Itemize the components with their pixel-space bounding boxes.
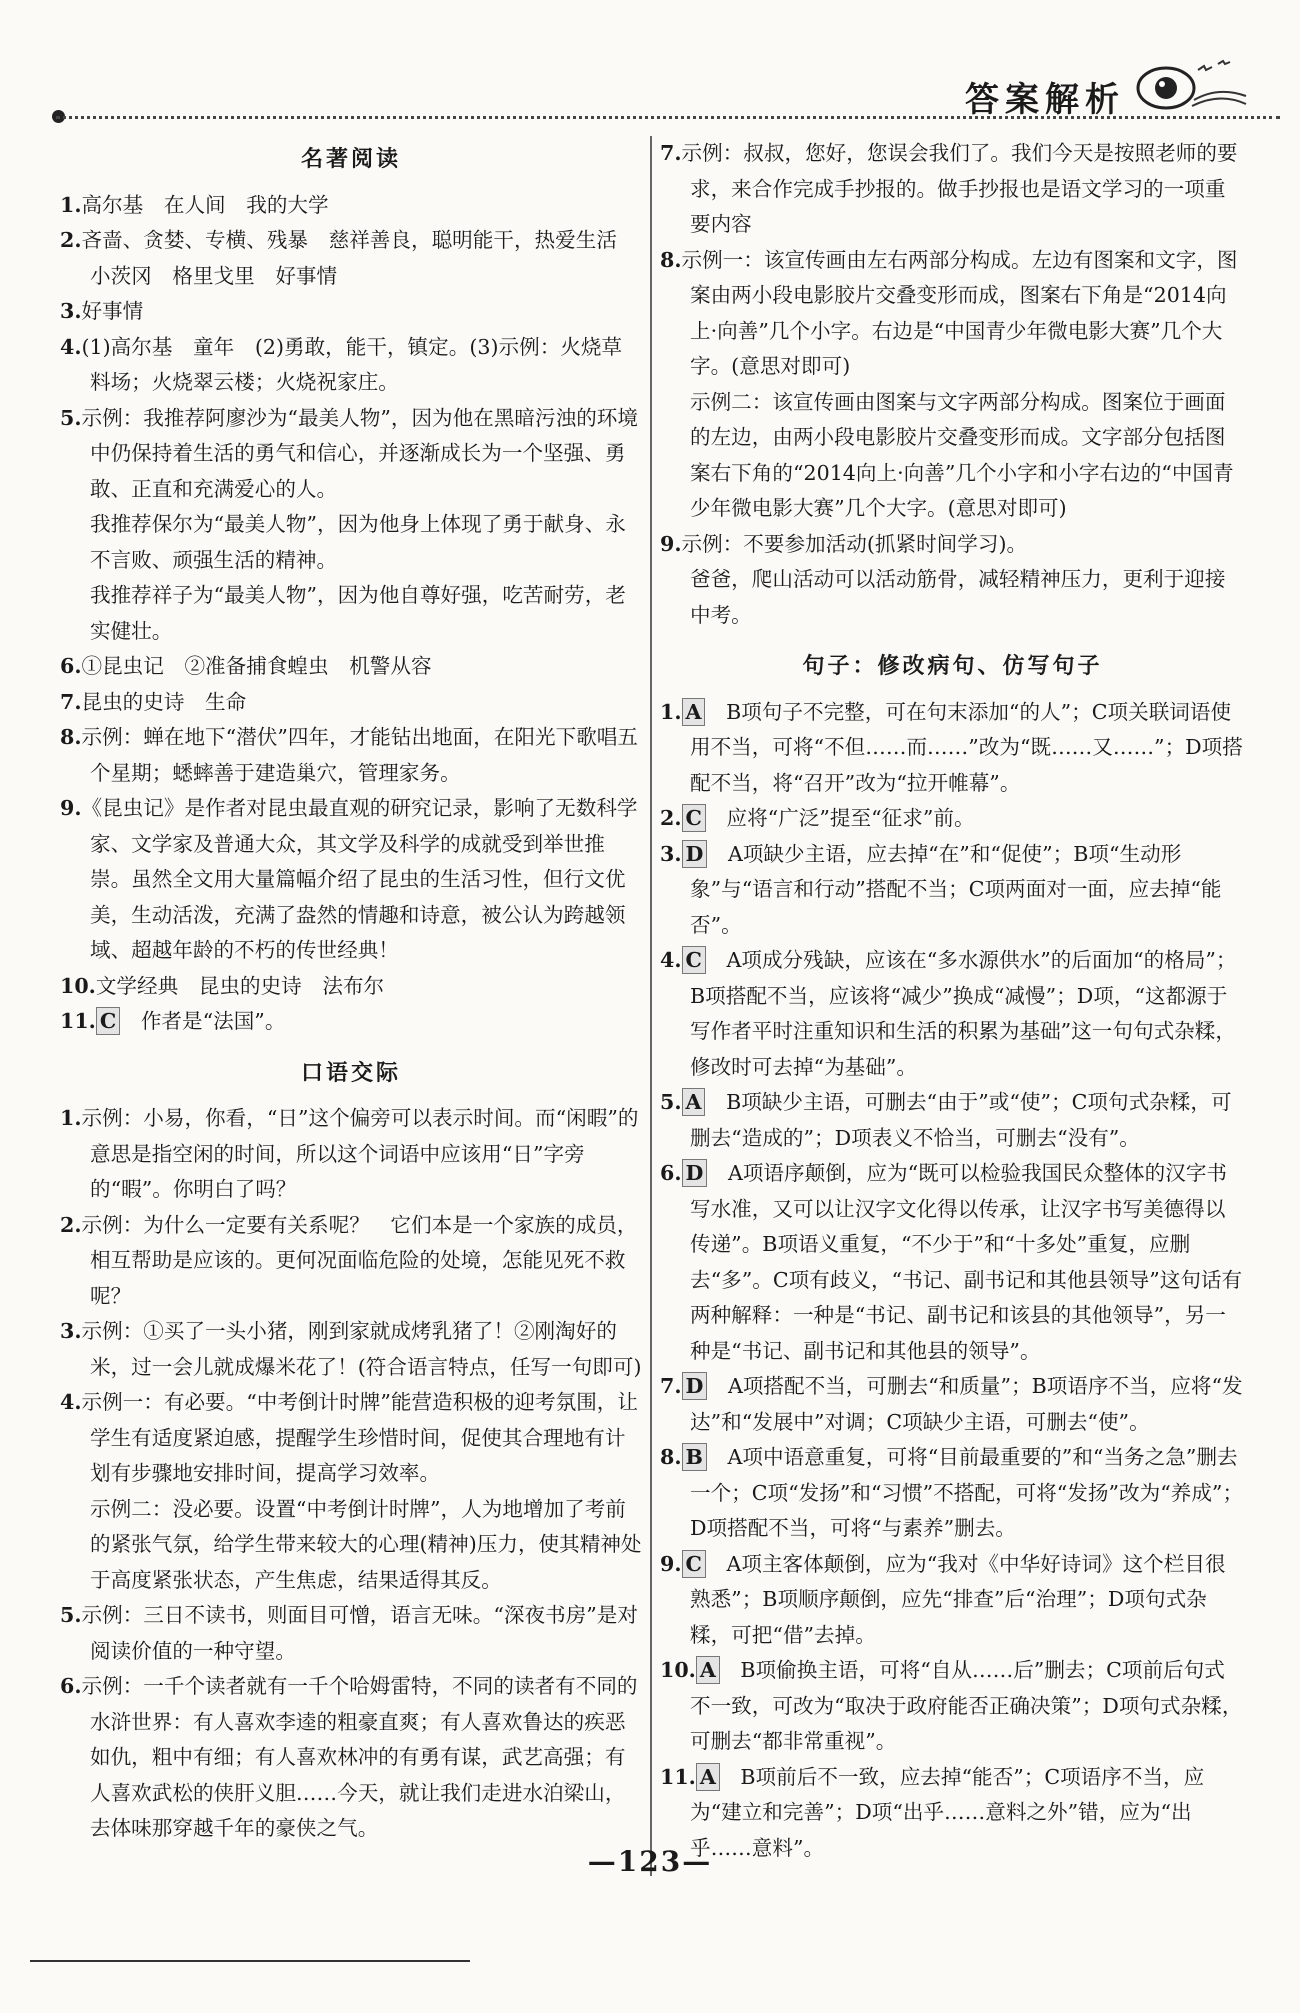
answer-continuation: 小茨冈 格里戈里 好事情 [90, 263, 338, 288]
answer-continuation: 我推荐祥子为“最美人物”，因为他自尊好强，吃苦耐劳，老实健壮。 [90, 583, 626, 643]
answer-item: 1.示例：小易，你看，“日”这个偏旁可以表示时间。而“闲暇”的意思是指空闲的时间，所以这个词语中应该用“日”字旁的“暇”。你明白了吗？ [60, 1106, 639, 1201]
section-title-sentences: 句子：修改病句、仿写句子 [802, 653, 1103, 679]
answer-choice-box: A [682, 1088, 706, 1116]
answer-item: 5.示例：我推荐阿廖沙为“最美人物”，因为他在黑暗污浊的环境中仍保持着生活的勇气和信心，并逐渐成长为一个坚强、勇敢、正直和充满爱心的人。 [60, 405, 638, 501]
answer-item: 10. A B项偷换主语，可将“自从……后”删去；C项前后句式不一致，可改为“取决于政府能否正确决策”；D项句式杂糅，可删去“都非常重视”。 [660, 1658, 1243, 1753]
answer-item: 2.示例：为什么一定要有关系呢？ 它们本是一个家族的成员，相互帮助是应该的。更何况面临危险的处境，怎能见死不救呢？ [60, 1212, 638, 1308]
answer-choice-box: C [682, 1550, 706, 1578]
answer-item: 9.示例：不要参加活动(抓紧时间学习)。 [660, 531, 1028, 556]
answer-item: 10.文学经典 昆虫的史诗 法布尔 [60, 973, 385, 998]
answer-item: 9. C A项主客体颠倒，应为“我对《中华好诗词》这个栏目很熟悉”；B项顺序颠倒，应先“排查”后“治理”；D项句式杂糅，可把“借”去掉。 [660, 1551, 1226, 1647]
answer-item: 7. D A项搭配不当，可删去“和质量”；B项语序不当，应将“发达”和“发展中”对调；C项缺少主语，可删去“使”。 [660, 1374, 1243, 1434]
answer-item: 3. D A项缺少主语，应去掉“在”和“促使”；B项“生动形象”与“语言和行动”搭配不当；C项两面对一面，应去掉“能否”。 [660, 841, 1222, 937]
answer-continuation: 我推荐保尔为“最美人物”，因为他身上体现了勇于献身、永不言败、顽强生活的精神。 [90, 512, 626, 572]
column-divider [650, 136, 652, 1876]
answer-item: 7.昆虫的史诗 生命 [60, 689, 247, 714]
answer-choice-box: C [96, 1007, 120, 1035]
answer-item: 11. C 作者是“法国”。 [60, 1009, 286, 1033]
answer-item: 4. C A项成分残缺，应该在“多水源供水”的后面加“的格局”；B项搭配不当，应该将“减少”换成“减慢”；D项，“这都源于写作者平时注重知识和生活的积累为基础”这一句句式杂糅，修改时可去掉“为基础”。 [660, 948, 1237, 1079]
page-number: —123— [587, 1845, 713, 1878]
answer-item: 4.(1)高尔基 童年 (2)勇敢，能干，镇定。(3)示例：火烧草料场；火烧翠云楼；火烧祝家庄。 [60, 334, 623, 394]
answer-choice-box: B [682, 1443, 707, 1471]
answer-item: 2.吝啬、贪婪、专横、残暴 慈祥善良，聪明能干，热爱生活 [60, 228, 617, 252]
answer-continuation: 示例二：该宣传画由图案与文字两部分构成。图案位于画面的左边，由两小段电影胶片交叠变形而成。文字部分包括图案右下角的“2014向上·向善”几个小字和小字右边的“中国青少年微电影大赛”几个大字。(意思对即可) [690, 389, 1234, 520]
answer-choice-box: D [682, 840, 708, 868]
answer-item: 6.示例：一千个读者就有一千个哈姆雷特，不同的读者有不同的水浒世界：有人喜欢李逵的粗豪直爽；有人喜欢鲁达的疾恶如仇，粗中有细；有人喜欢林冲的有勇有谋，武艺高强；有人喜欢武松的侠肝义胆……今天，就让我们走进水泊梁山，去体味那穿越千年的豪侠之气。 [60, 1674, 638, 1840]
book-eye-logo-icon [1128, 58, 1248, 118]
answer-item: 3.好事情 [60, 299, 144, 323]
answer-item: 5.示例：三日不读书，则面目可憎，语言无味。“深夜书房”是对阅读价值的一种守望。 [60, 1603, 638, 1663]
answer-item: 6. D A项语序颠倒，应为“既可以检验我国民众整体的汉字书写水准，又可以让汉字文化得以传承，让汉字书写美德得以传递”。B项语义重复，“不少于”和“十多处”重复，应删去“多”。C项有歧义，“书记、副书记和其他县领导”这句话有两种解释：一种是“书记、副书记和该县的其他领导”，另一种是“书记、副书记和其他县的领导”。 [660, 1161, 1243, 1363]
answer-item: 2. C 应将“广泛”提至“征求”前。 [660, 806, 975, 830]
answer-item: 4.示例一：有必要。“中考倒计时牌”能营造积极的迎考氛围，让学生有适度紧迫感，提醒学生珍惜时间，促使其合理地有计划有步骤地安排时间，提高学习效率。 [60, 1390, 638, 1485]
answer-item: 8.示例：蝉在地下“潜伏”四年，才能钻出地面，在阳光下歌唱五个星期；蟋蟀善于建造巢穴，管理家务。 [60, 725, 638, 785]
answer-item: 1. A B项句子不完整，可在句末添加“的人”；C项关联词语使用不当，可将“不但……而……”改为“既……又……”；D项搭配不当，将“召开”改为“拉开帷幕”。 [660, 699, 1243, 795]
answer-choice-box: C [682, 946, 706, 974]
answer-item: 5. A B项缺少主语，可删去“由于”或“使”；C项句式杂糅，可删去“造成的”；D项表义不恰当，可删去“没有”。 [660, 1090, 1232, 1150]
answer-item: 3.示例：①买了一头小猪，刚到家就成烤乳猪了！②刚淘好的米，过一会儿就成爆米花了！(符合语言特点，任写一句即可) [60, 1319, 642, 1379]
answer-choice-box: A [682, 698, 706, 726]
left-column [60, 136, 642, 1847]
answer-choice-box: D [682, 1372, 708, 1400]
footer-rule [30, 1960, 470, 1962]
answer-item: 7.示例：叔叔，您好，您误会我们了。我们今天是按照老师的要求，来合作完成手抄报的。做手抄报也是语文学习的一项重要内容 [660, 141, 1238, 236]
answer-item: 8.示例一：该宣传画由左右两部分构成。左边有图案和文字，图案由两小段电影胶片交叠变形而成，图案右下角是“2014向上·向善”几个小字。右边是“中国青少年微电影大赛”几个大字。(意思对即可) [660, 247, 1238, 378]
answer-item: 8. B A项中语意重复，可将“目前最重要的”和“当务之急”删去一个；C项“发扬”和“习惯”不搭配，可将“发扬”改为“养成”；D项搭配不当，可将“与素养”删去。 [660, 1445, 1244, 1540]
answer-item: 1.高尔基 在人间 我的大学 [60, 192, 329, 217]
answer-choice-box: D [682, 1159, 708, 1187]
section-title-oral: 口语交际 [300, 1059, 401, 1086]
section-title-classics: 名著阅读 [300, 146, 401, 172]
answer-item: 11. A B项前后不一致，应去掉“能否”；C项语序不当，应为“建立和完善”；D项“出乎……意料之外”错，应为“出乎……意料”。 [660, 1764, 1205, 1860]
header-title: 答案解析 [965, 80, 1125, 120]
right-column [660, 136, 1245, 1866]
answer-choice-box: A [696, 1656, 720, 1684]
answer-continuation: 示例二：没必要。设置“中考倒计时牌”，人为地增加了考前的紧张气氛，给学生带来较大的心理(精神)压力，使其精神处于高度紧张状态，产生焦虑，结果适得其反。 [90, 1496, 642, 1592]
answer-choice-box: A [696, 1763, 720, 1791]
answer-choice-box: C [682, 804, 706, 832]
answer-item: 6.①昆虫记 ②准备捕食蝗虫 机警从容 [60, 654, 432, 678]
answer-continuation: 爸爸，爬山活动可以活动筋骨，减轻精神压力，更利于迎接中考。 [690, 567, 1226, 627]
answer-item: 9.《昆虫记》是作者对昆虫最直观的研究记录，影响了无数科学家、文学家及普通大众，其文学及科学的成就受到举世推崇。虽然全文用大量篇幅介绍了昆虫的生活习性，但行文优美，生动活泼，充满了盎然的情趣和诗意，被公认为跨越领域、超越年龄的不朽的传世经典！ [60, 796, 638, 962]
